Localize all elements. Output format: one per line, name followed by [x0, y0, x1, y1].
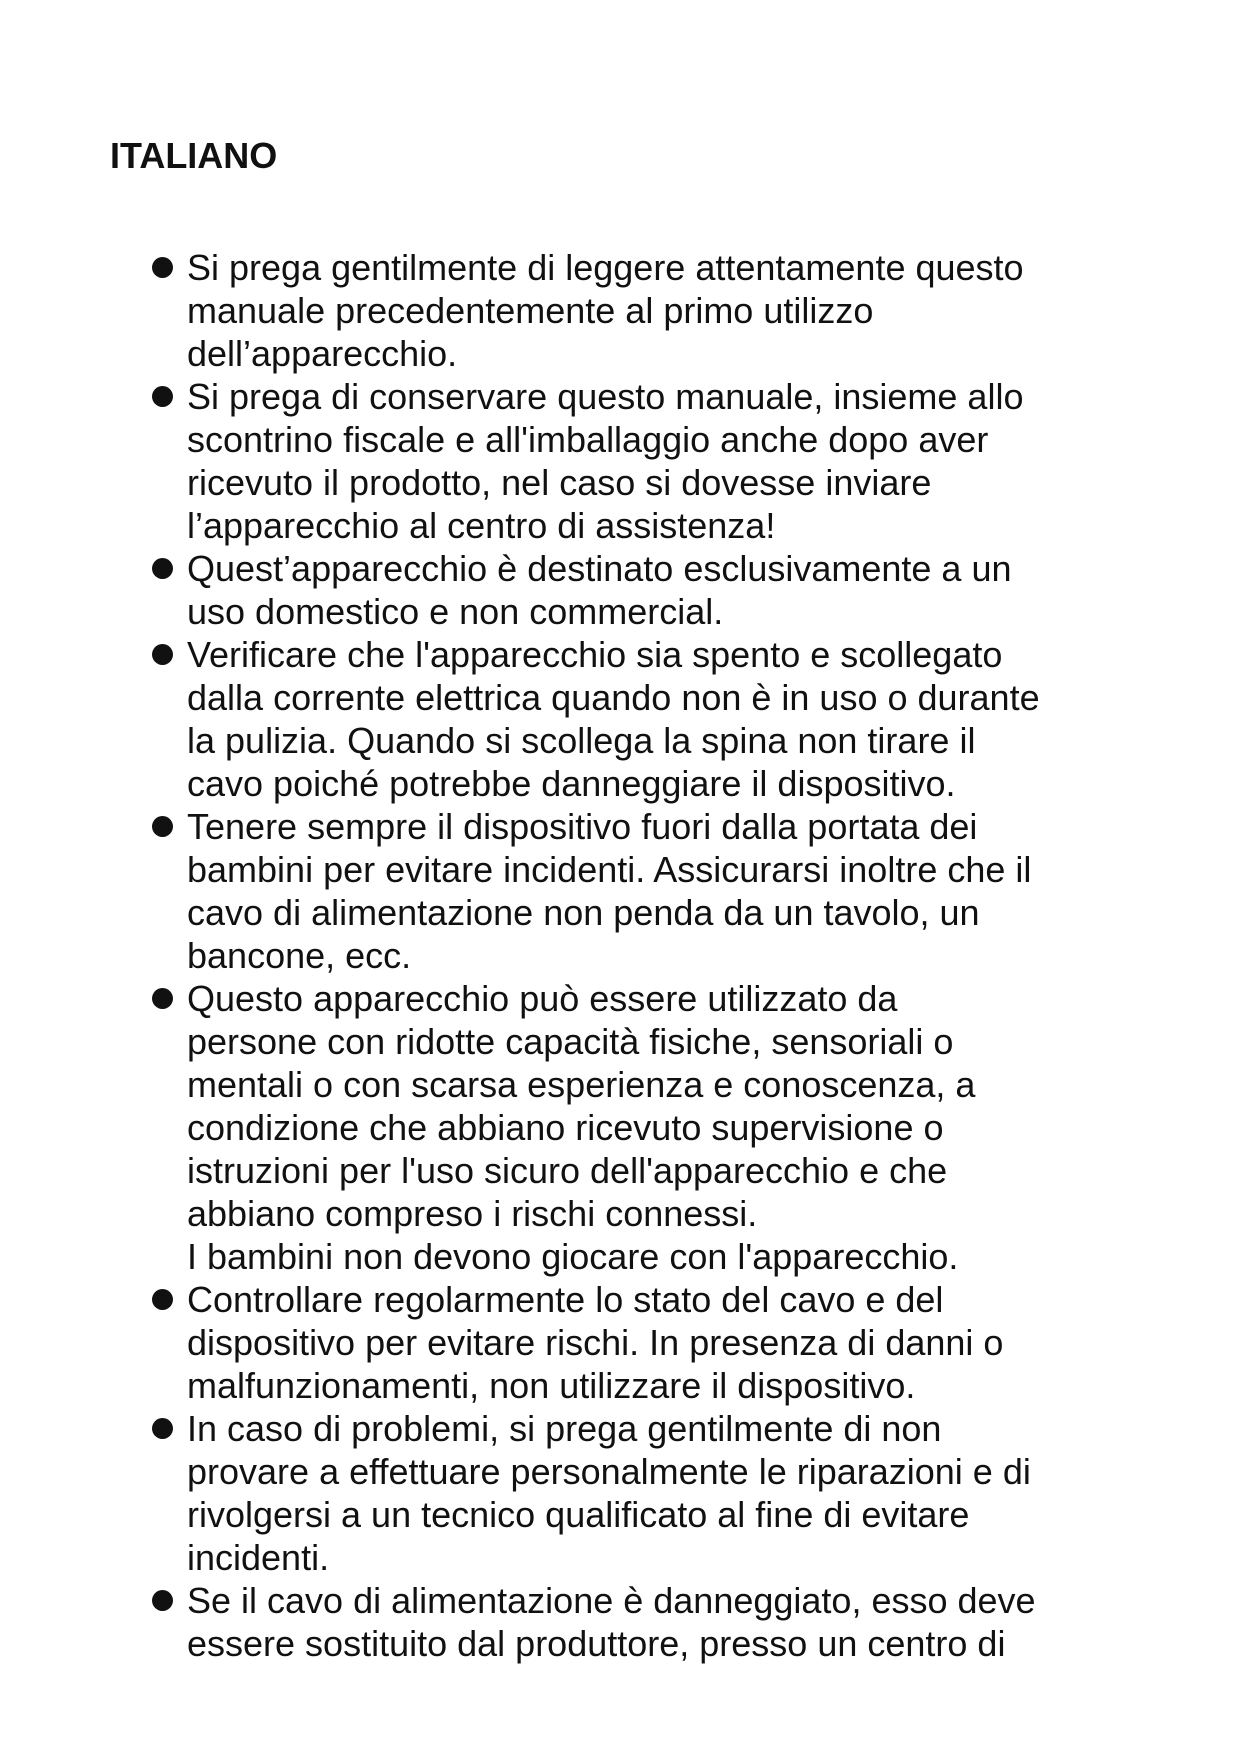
- item-text-line: bambini per evitare incidenti. Assicurarsi inoltre che il: [187, 849, 1032, 890]
- item-text-line: cavo poiché potrebbe danneggiare il dispositivo.: [187, 763, 956, 804]
- item-text-line: condizione che abbiano ricevuto supervisione o: [187, 1107, 944, 1148]
- item-text-line: I bambini non devono giocare con l'apparecchio.: [187, 1236, 959, 1277]
- item-text-line: manuale precedentemente al primo utilizzo: [187, 290, 874, 331]
- list-item: [0, 633, 1147, 805]
- list-item: [0, 246, 1147, 375]
- item-text-line: Si prega gentilmente di leggere attentamente questo: [187, 247, 1024, 288]
- item-text-line: rivolgersi a un tecnico qualificato al fine di evitare: [187, 1494, 970, 1535]
- bullet-icon: [152, 1590, 173, 1611]
- item-text-line: provare a effettuare personalmente le riparazioni e di: [187, 1451, 1031, 1492]
- item-text-line: ricevuto il prodotto, nel caso si dovesse inviare: [187, 462, 932, 503]
- list-item: [0, 547, 1147, 633]
- item-text-line: incidenti.: [187, 1537, 330, 1578]
- item-text-line: scontrino fiscale e all'imballaggio anche dopo aver: [187, 419, 989, 460]
- item-text-line: Quest’apparecchio è destinato esclusivamente a un: [187, 548, 1012, 589]
- item-text-line: istruzioni per l'uso sicuro dell'apparecchio e che: [187, 1150, 948, 1191]
- list-item: [0, 375, 1147, 547]
- safety-instructions-list: [0, 246, 1241, 1665]
- item-text-line: mentali o con scarsa esperienza e conoscenza, a: [187, 1064, 976, 1105]
- item-text-line: Si prega di conservare questo manuale, insieme allo: [187, 376, 1024, 417]
- item-text-line: Controllare regolarmente lo stato del cavo e del: [187, 1279, 944, 1320]
- item-text-line: malfunzionamenti, non utilizzare il dispositivo.: [187, 1365, 916, 1406]
- list-item: [0, 1278, 1147, 1407]
- section-heading: ITALIANO: [110, 135, 278, 176]
- item-text-line: uso domestico e non commercial.: [187, 591, 724, 632]
- item-text-line: Verificare che l'apparecchio sia spento e scollegato: [187, 634, 1003, 675]
- list-item: [0, 1579, 1147, 1665]
- bullet-icon: [152, 1289, 173, 1310]
- item-text-line: la pulizia. Quando si scollega la spina non tirare il: [187, 720, 976, 761]
- bullet-icon: [152, 257, 173, 278]
- bullet-icon: [152, 386, 173, 407]
- item-text-line: l’apparecchio al centro di assistenza!: [187, 505, 776, 546]
- item-text-line: dispositivo per evitare rischi. In presenza di danni o: [187, 1322, 1004, 1363]
- item-text-line: Tenere sempre il dispositivo fuori dalla portata dei: [187, 806, 978, 847]
- item-text-line: abbiano compreso i rischi connessi.: [187, 1193, 758, 1234]
- list-item: [0, 805, 1147, 977]
- bullet-icon: [152, 988, 173, 1009]
- item-text-line: essere sostituito dal produttore, presso un centro di: [187, 1623, 1006, 1664]
- item-text-line: cavo di alimentazione non penda da un tavolo, un: [187, 892, 980, 933]
- list-item: [0, 977, 1147, 1278]
- bullet-icon: [152, 644, 173, 665]
- item-text-line: Questo apparecchio può essere utilizzato da: [187, 978, 898, 1019]
- item-text-line: In caso di problemi, si prega gentilmente di non: [187, 1408, 942, 1449]
- item-text-line: Se il cavo di alimentazione è danneggiato, esso deve: [187, 1580, 1036, 1621]
- item-text-line: dell’apparecchio.: [187, 333, 458, 374]
- item-text-line: persone con ridotte capacità fisiche, sensoriali o: [187, 1021, 954, 1062]
- bullet-icon: [152, 816, 173, 837]
- bullet-icon: [152, 558, 173, 579]
- item-text-line: bancone, ecc.: [187, 935, 412, 976]
- list-item: [0, 1407, 1147, 1579]
- bullet-icon: [152, 1418, 173, 1439]
- item-text-line: dalla corrente elettrica quando non è in uso o durante: [187, 677, 1040, 718]
